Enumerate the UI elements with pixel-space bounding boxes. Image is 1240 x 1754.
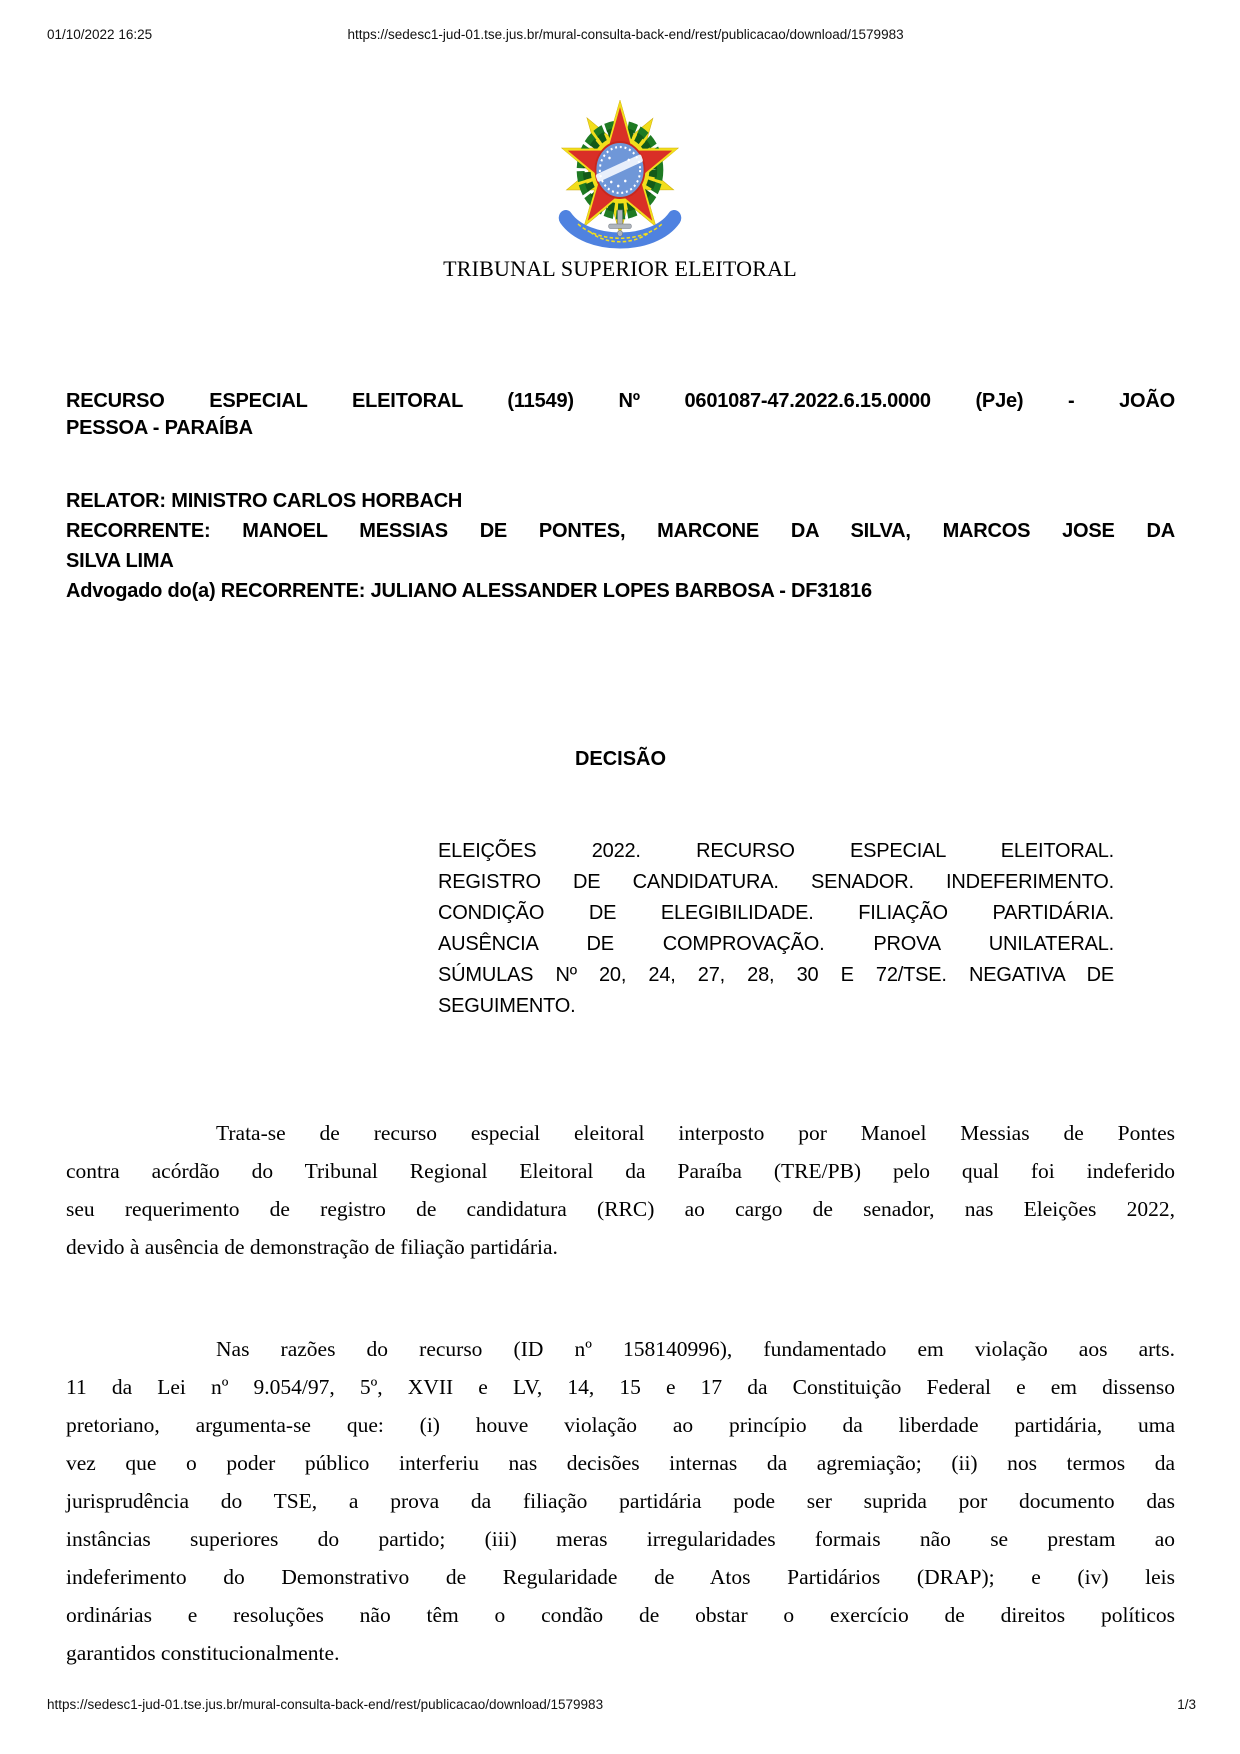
page-footer bbox=[47, 1697, 1196, 1712]
case-parties bbox=[66, 486, 1175, 606]
tse-coat-of-arms-logo bbox=[550, 100, 690, 252]
globe-icon bbox=[595, 142, 644, 198]
page-number: 1/3 bbox=[1177, 1697, 1196, 1712]
body-paragraph-2: Nas razões do recurso (ID nº 158140996), fundamentado em violação aos arts. 11 da Lei nº 9.054/97, 5º, XVII e LV, 14, 15 e 17 da Constituição Federal e em dissenso pretoriano, argumenta-se que: (i) houve violação ao princípio da liberdade partidária, uma vez que o poder público interferiu nas decisões internas da agremiação; (ii) nos termos da jurisprudência do TSE, a prova da filiação partidária pode ser suprida por documento das instâncias superiores do partido; (iii) meras irregularidades formais não se prestam ao indeferimento do Demonstrativo de Regularidade de Atos Partidários (DRAP); e (iv) leis ordinárias e resoluções não têm o condão de obstar o exercício de direitos políticos garantidos constitucionalmente. bbox=[66, 1337, 1175, 1665]
document-body bbox=[0, 388, 1240, 1672]
decision-heading: DECISÃO bbox=[574, 748, 667, 770]
document-source-url: https://sedesc1-jud-01.tse.jus.br/mural-consulta-back-end/rest/publicacao/download/1579983 bbox=[347, 27, 904, 42]
relator-line: RELATOR: MINISTRO CARLOS HORBACH bbox=[66, 490, 463, 512]
case-title: RECURSO ESPECIAL ELEITORAL (11549) Nº 0601087-47.2022.6.15.0000 (PJe) - JOÃO PESSOA - PARAÍBA bbox=[66, 390, 1175, 439]
footer-url: https://sedesc1-jud-01.tse.jus.br/mural-consulta-back-end/rest/publicacao/download/1579983 bbox=[47, 1697, 604, 1712]
ementa-block: ELEIÇÕES 2022. RECURSO ESPECIAL ELEITORAL. REGISTRO DE CANDIDATURA. SENADOR. INDEFERIMENTO. CONDIÇÃO DE ELEGIBILIDADE. FILIAÇÃO PARTIDÁRIA. AUSÊNCIA DE COMPROVAÇÃO. PROVA UNILATERAL. SÚMULAS Nº 20, 24, 27, 28, 30 E 72/TSE. NEGATIVA DE SEGUIMENTO. bbox=[438, 840, 1114, 1017]
body-paragraph-1: Trata-se de recurso especial eleitoral interposto por Manoel Messias de Pontes contra acórdão do Tribunal Regional Eleitoral da Paraíba (TRE/PB) pelo qual foi indeferido seu requerimento de registro de candidatura (RRC) ao cargo de senador, nas Eleições 2022, devido à ausência de demonstração de filiação partidária. bbox=[66, 1121, 1175, 1259]
advogado-line: Advogado do(a) RECORRENTE: JULIANO ALESSANDER LOPES BARBOSA - DF31816 bbox=[66, 580, 872, 602]
org-name: TRIBUNAL SUPERIOR ELEITORAL bbox=[443, 256, 797, 281]
recorrente-line: RECORRENTE: MANOEL MESSIAS DE PONTES, MARCONE DA SILVA, MARCOS JOSE DA SILVA LIMA bbox=[66, 520, 1175, 572]
document-datetime: 01/10/2022 16:25 bbox=[47, 27, 153, 42]
page-header bbox=[0, 27, 1240, 47]
